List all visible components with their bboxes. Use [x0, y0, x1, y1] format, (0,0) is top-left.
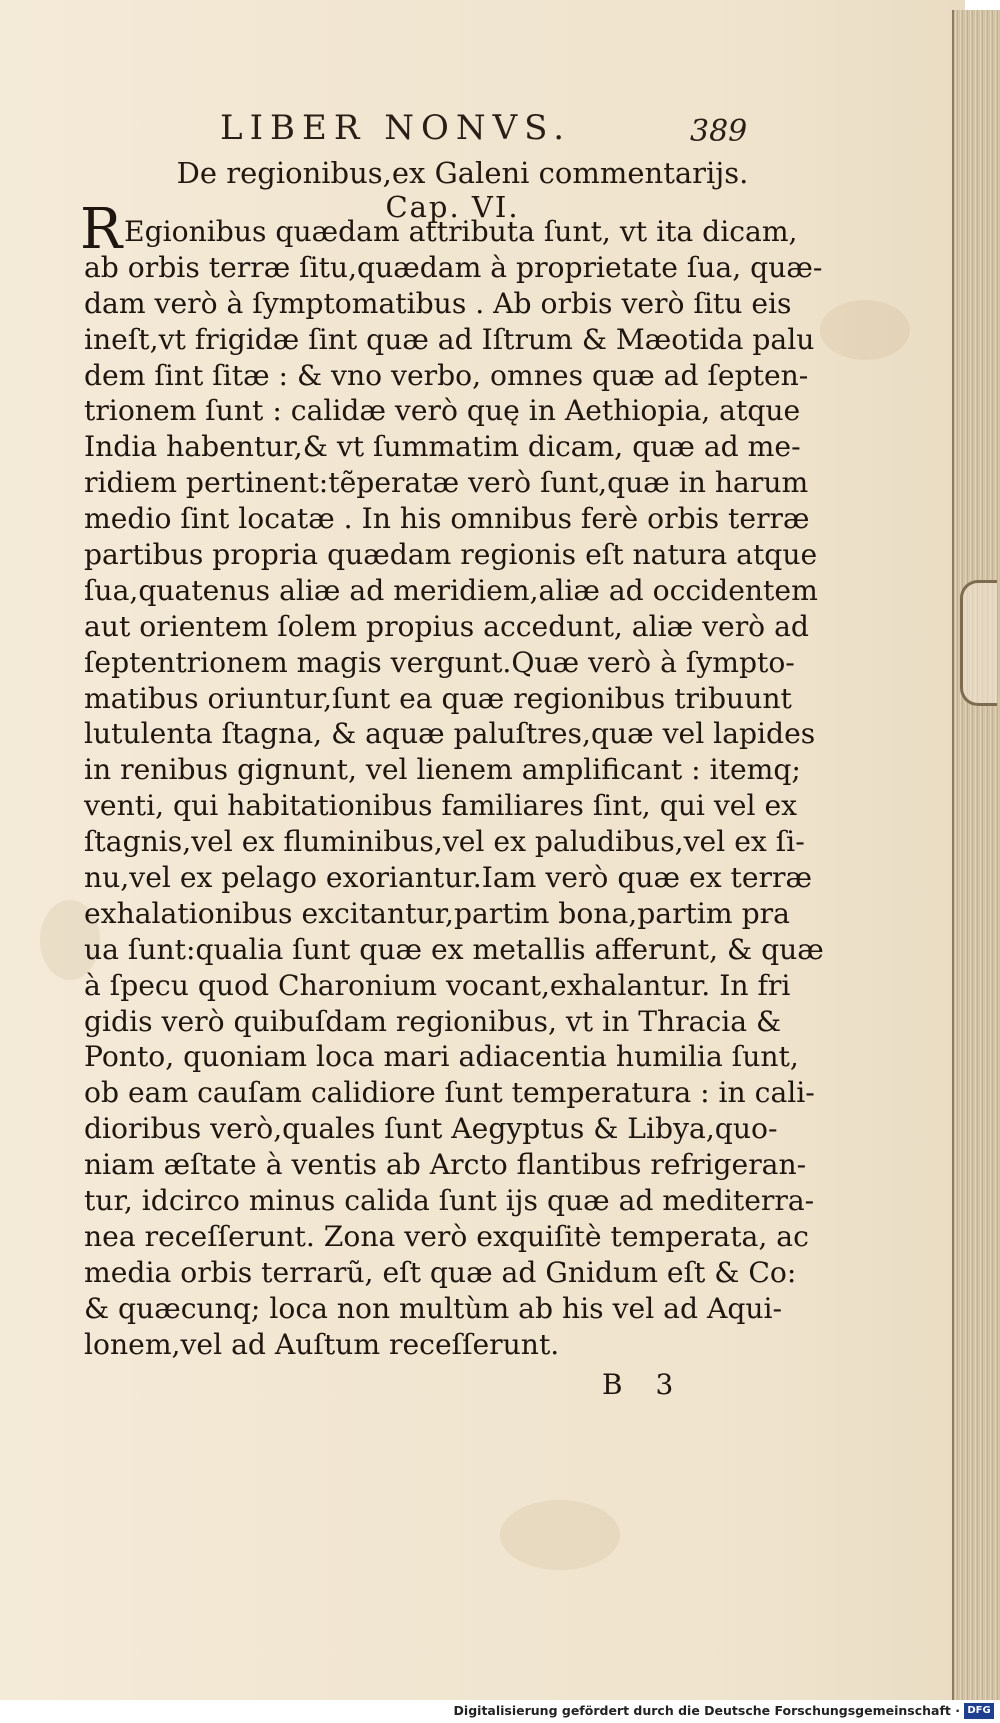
- text-line: aut orientem ſolem propius accedunt, aliæ verò ad: [84, 609, 809, 643]
- text-line: lutulenta ſtagna, & aquæ paluſtres,quæ vel lapides: [84, 717, 816, 751]
- text-line: exhalationibus excitantur,partim bona,partim pra: [84, 896, 790, 930]
- text-line: ab orbis terræ ſitu,quædam à proprietate ſua, quæ-: [84, 250, 823, 284]
- text-line: nea receſſerunt. Zona verò exquiſitè temperata, ac: [84, 1219, 809, 1253]
- text-line: à ſpecu quod Charonium vocant,exhalantur. In fri: [84, 968, 791, 1002]
- chapter-number: Cap. VI.: [385, 190, 520, 224]
- text-line: matibus oriuntur,ſunt ea quæ regionibus tribuunt: [84, 681, 792, 715]
- text-line: in renibus gignunt, vel lienem amplificant : itemq;: [84, 753, 801, 787]
- text-line: ſeptentrionem magis vergunt.Quæ verò à ſympto-: [84, 645, 795, 679]
- foxing-stain: [820, 300, 910, 360]
- text-line: ridiem pertinent:tẽperatæ verò ſunt,quæ in harum: [84, 466, 809, 500]
- running-head: LIBER NONVS.: [220, 108, 572, 148]
- foxing-stain: [500, 1500, 620, 1570]
- text-line: nu,vel ex pelago exoriantur.Iam verò quæ ex terræ: [84, 861, 813, 895]
- text-line: dem ſint ſitæ : & vno verbo, omnes quæ ad ſepten-: [84, 358, 809, 392]
- text-line: tur, idcirco minus calida ſunt ijs quæ ad mediterra-: [84, 1184, 815, 1218]
- text-line: ſua,quatenus aliæ ad meridiem,aliæ ad occidentem: [84, 573, 818, 607]
- clasp-shape: [960, 580, 997, 706]
- page-number: 389: [690, 114, 748, 149]
- page-edges: [952, 10, 1000, 1700]
- text-line: ineſt,vt frigidæ ſint quæ ad Iſtrum & Mæotida palu: [84, 322, 815, 356]
- dfg-logo: DFG: [964, 1703, 994, 1719]
- drop-cap: R: [80, 197, 123, 262]
- text-line-content: Egionibus quædam attributa ſunt, vt ita dicam,: [124, 215, 798, 248]
- text-line: ſtagnis,vel ex fluminibus,vel ex paludibus,vel ex ſi-: [84, 825, 805, 859]
- funding-credit: Digitalisierung gefördert durch die Deutsche Forschungsgemeinschaft ·: [453, 1703, 960, 1718]
- signature-mark: B 3: [602, 1368, 686, 1401]
- chapter-title: De regionibus,ex Galeni commentarijs.: [176, 156, 749, 190]
- text-line: media orbis terrarũ, eſt quæ ad Gnidum eſt & Co:: [84, 1255, 797, 1289]
- text-line: dam verò à ſymptomatibus . Ab orbis verò ſitu eis: [84, 286, 792, 320]
- text-line: ob eam cauſam calidiore ſunt temperatura : in cali-: [84, 1076, 815, 1110]
- text-line: partibus propria quædam regionis eſt natura atque: [84, 538, 818, 572]
- text-line: lonem,vel ad Auſtum receſſerunt.: [84, 1327, 560, 1361]
- text-line: & quæcunq; loca non multùm ab his vel ad Aqui-: [84, 1291, 783, 1325]
- text-line: dioribus verò,quales ſunt Aegyptus & Libya,quo-: [84, 1112, 778, 1146]
- text-line: Ponto, quoniam loca mari adiacentia humilia ſunt,: [84, 1040, 799, 1074]
- text-line: niam æſtate à ventis ab Arcto flantibus refrigeran-: [84, 1148, 807, 1182]
- text-line: trionem ſunt : calidæ verò quę in Aethiopia, atque: [84, 394, 801, 428]
- text-line: ua ſunt:qualia ſunt quæ ex metallis afferunt, & quæ: [84, 932, 824, 966]
- page-header: [0, 108, 965, 152]
- text-line: gidis verò quibuſdam regionibus, vt in Thracia &: [84, 1004, 782, 1038]
- footer-bar: [0, 1700, 1000, 1723]
- text-line: India habentur,& vt ſummatim dicam, quæ ad me-: [84, 430, 801, 464]
- text-line: medio ſint locatæ . In his omnibus ferè orbis terræ: [84, 502, 810, 536]
- text-line: venti, qui habitationibus familiares ſint, qui vel ex: [84, 789, 798, 823]
